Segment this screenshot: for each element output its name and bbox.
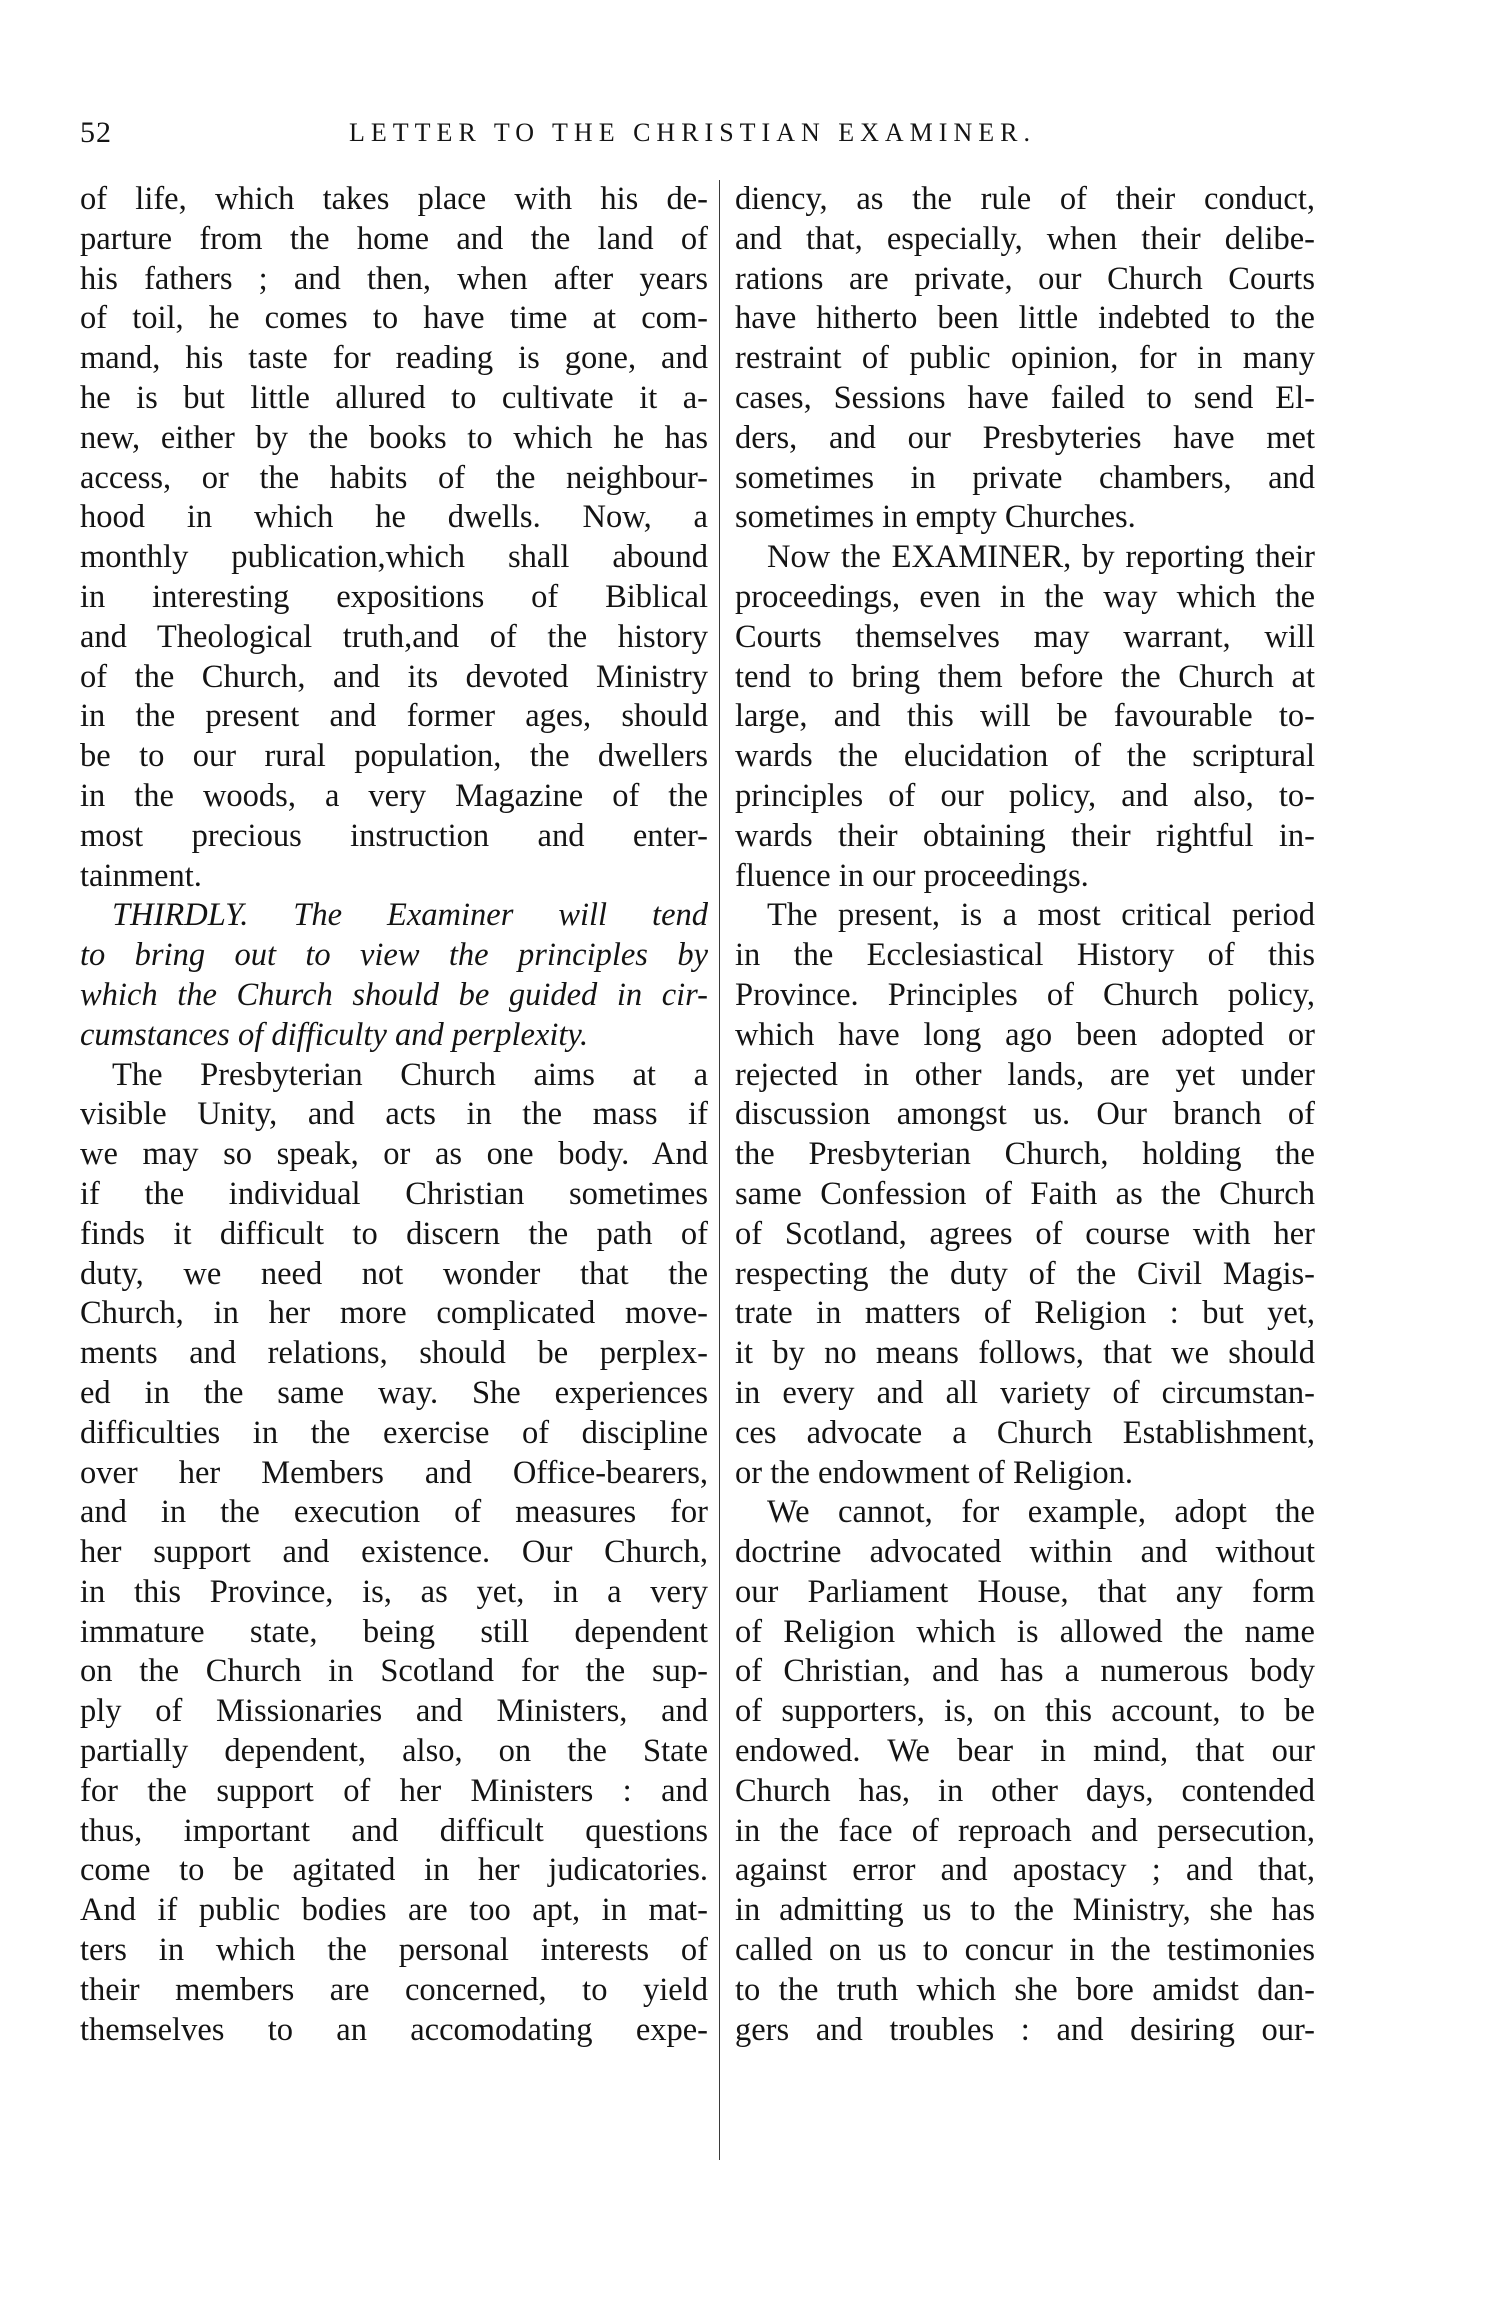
text-line: principles of our policy, and also, to- — [735, 777, 1315, 814]
text-line: THIRDLY. The Examiner will tend — [112, 897, 708, 934]
text-line: against error and apostacy ; and that, — [735, 1852, 1315, 1889]
left-text-column — [80, 180, 708, 2050]
text-line: be to our rural population, the dwellers — [80, 738, 708, 775]
text-line: thus, important and difficult questions — [80, 1812, 708, 1849]
text-line: parture from the home and the land of — [80, 220, 708, 257]
text-line: over her Members and Office-bearers, — [80, 1454, 708, 1491]
text-line: on the Church in Scotland for the sup- — [80, 1653, 708, 1690]
text-line: and in the execution of measures for — [80, 1494, 708, 1531]
text-line: of the Church, and its devoted Ministry — [80, 658, 708, 695]
text-line: mand, his taste for reading is gone, and — [80, 340, 708, 377]
text-line: difficulties in the exercise of discipline — [80, 1414, 708, 1451]
text-line: gers and troubles : and desiring our- — [735, 2011, 1315, 2048]
text-line: or the endowment of Religion. — [735, 1454, 1134, 1491]
text-line: visible Unity, and acts in the mass if — [80, 1096, 708, 1133]
text-line: fluence in our proceedings. — [735, 857, 1089, 894]
text-line: we may so speak, or as one body. And — [80, 1136, 708, 1173]
text-line: same Confession of Faith as the Church — [735, 1175, 1315, 1212]
text-line: ters in which the personal interests of — [80, 1932, 708, 1969]
text-line: discussion amongst us. Our branch of — [735, 1096, 1315, 1133]
text-line: in the Ecclesiastical History of this — [735, 937, 1315, 974]
text-line: to the truth which she bore amidst dan- — [735, 1971, 1315, 2008]
text-line: new, either by the books to which he has — [80, 419, 708, 456]
text-line: trate in matters of Religion : but yet, — [735, 1295, 1315, 1332]
text-line: have hitherto been little indebted to the — [735, 300, 1315, 337]
text-line: ders, and our Presbyteries have met — [735, 419, 1315, 456]
text-line: in admitting us to the Ministry, she has — [735, 1892, 1315, 1929]
text-line: sometimes in private chambers, and — [735, 459, 1315, 496]
text-line: endowed. We bear in mind, that our — [735, 1733, 1315, 1770]
text-line: his fathers ; and then, when after years — [80, 260, 708, 297]
text-line: tainment. — [80, 857, 202, 894]
text-line: which have long ago been adopted or — [735, 1016, 1315, 1053]
text-line: most precious instruction and enter- — [80, 817, 708, 854]
text-line: rejected in other lands, are yet under — [735, 1056, 1315, 1093]
text-line: of Scotland, agrees of course with her — [735, 1215, 1315, 1252]
text-line: in this Province, is, as yet, in a very — [80, 1573, 708, 1610]
text-line: We cannot, for example, adopt the — [767, 1494, 1315, 1531]
text-line: ply of Missionaries and Ministers, and — [80, 1693, 708, 1730]
text-line: ments and relations, should be perplex- — [80, 1335, 708, 1372]
text-line: of supporters, is, on this account, to be — [735, 1693, 1315, 1730]
text-line: in the present and former ages, should — [80, 698, 708, 735]
text-line: her support and existence. Our Church, — [80, 1534, 708, 1571]
text-line: in interesting expositions of Biblical — [80, 578, 708, 615]
text-line: proceedings, even in the way which the — [735, 578, 1315, 615]
right-text-column — [735, 180, 1315, 2050]
text-line: in every and all variety of circumstan- — [735, 1374, 1315, 1411]
text-line: called on us to concur in the testimonies — [735, 1932, 1315, 1969]
text-line: The Presbyterian Church aims at a — [112, 1056, 708, 1093]
text-line: come to be agitated in her judicatories. — [80, 1852, 708, 1889]
text-line: for the support of her Ministers : and — [80, 1772, 708, 1809]
text-line: cumstances of difficulty and perplexity. — [80, 1016, 589, 1053]
text-line: duty, we need not wonder that the — [80, 1255, 708, 1292]
page-header — [80, 116, 1305, 166]
text-line: themselves to an accomodating expe- — [80, 2011, 708, 2048]
text-line: in the woods, a very Magazine of the — [80, 777, 708, 814]
text-line: respecting the duty of the Civil Magis- — [735, 1255, 1315, 1292]
text-line: and that, especially, when their delibe- — [735, 220, 1315, 257]
text-line: and Theological truth,and of the history — [80, 618, 708, 655]
text-line: access, or the habits of the neighbour- — [80, 459, 708, 496]
text-line: Courts themselves may warrant, will — [735, 618, 1315, 655]
text-line: if the individual Christian sometimes — [80, 1175, 708, 1212]
text-line: monthly publication,which shall abound — [80, 539, 708, 576]
text-line: Church has, in other days, contended — [735, 1772, 1315, 1809]
text-line: their members are concerned, to yield — [80, 1971, 708, 2008]
text-line: large, and this will be favourable to- — [735, 698, 1315, 735]
text-line: the Presbyterian Church, holding the — [735, 1136, 1315, 1173]
text-line: of Christian, and has a numerous body — [735, 1653, 1315, 1690]
text-line: diency, as the rule of their conduct, — [735, 181, 1315, 217]
text-line: our Parliament House, that any form — [735, 1573, 1315, 1610]
text-line: ed in the same way. She experiences — [80, 1374, 708, 1411]
text-line: Now the EXAMINER, by reporting their — [767, 539, 1315, 576]
text-line: it by no means follows, that we should — [735, 1335, 1315, 1372]
text-line: hood in which he dwells. Now, a — [80, 499, 708, 536]
text-line: And if public bodies are too apt, in mat- — [80, 1892, 708, 1929]
text-line: tend to bring them before the Church at — [735, 658, 1315, 695]
text-line: to bring out to view the principles by — [80, 937, 708, 974]
text-line: which the Church should be guided in cir- — [80, 976, 708, 1013]
text-line: Church, in her more complicated move- — [80, 1295, 708, 1332]
text-line: in the face of reproach and persecution, — [735, 1812, 1315, 1849]
text-line: rations are private, our Church Courts — [735, 260, 1315, 297]
text-line: of Religion which is allowed the name — [735, 1613, 1315, 1650]
text-line: of toil, he comes to have time at com- — [80, 300, 708, 337]
column-divider-rule — [719, 180, 720, 2160]
running-title: LETTER TO THE CHRISTIAN EXAMINER. — [349, 118, 1036, 147]
text-line: partially dependent, also, on the State — [80, 1733, 708, 1770]
text-line: immature state, being still dependent — [80, 1613, 708, 1650]
text-line: doctrine advocated within and without — [735, 1534, 1315, 1571]
page-number: 52 — [80, 116, 112, 149]
text-line: he is but little allured to cultivate it a- — [80, 379, 708, 416]
text-line: Province. Principles of Church policy, — [735, 976, 1315, 1013]
text-line: ces advocate a Church Establishment, — [735, 1414, 1315, 1451]
text-line: restraint of public opinion, for in many — [735, 340, 1315, 377]
text-line: sometimes in empty Churches. — [735, 499, 1136, 536]
text-line: finds it difficult to discern the path of — [80, 1215, 708, 1252]
text-line: of life, which takes place with his de- — [80, 181, 708, 217]
text-line: The present, is a most critical period — [767, 897, 1315, 934]
text-line: wards their obtaining their rightful in- — [735, 817, 1315, 854]
text-line: wards the elucidation of the scriptural — [735, 738, 1315, 775]
text-line: cases, Sessions have failed to send El- — [735, 379, 1315, 416]
